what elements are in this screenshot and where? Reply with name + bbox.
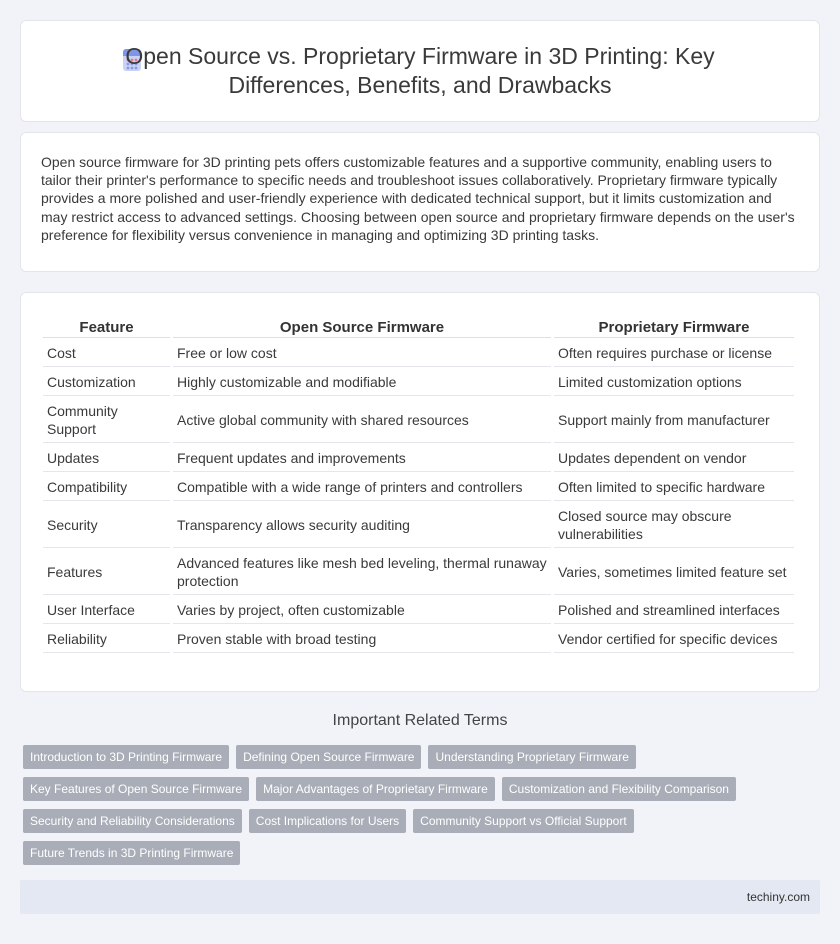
open-source-cell: Transparency allows security auditing: [173, 503, 551, 548]
table-row: [43, 597, 794, 624]
table-row: [43, 369, 794, 396]
proprietary-cell: Polished and streamlined interfaces: [554, 597, 794, 624]
feature-cell: Cost: [43, 340, 170, 367]
open-source-cell: Compatible with a wide range of printers and controllers: [173, 474, 551, 501]
open-source-cell: Varies by project, often customizable: [173, 597, 551, 624]
related-term-tag[interactable]: Defining Open Source Firmware: [236, 745, 421, 769]
feature-cell: Community Support: [43, 398, 170, 443]
table-header-row: [43, 315, 794, 338]
related-terms-list: [23, 745, 813, 865]
feature-cell: Compatibility: [43, 474, 170, 501]
footer-site-link[interactable]: techiny.com: [746, 890, 810, 904]
table-row: [43, 550, 794, 595]
open-source-cell: Proven stable with broad testing: [173, 626, 551, 653]
open-source-cell: Active global community with shared resources: [173, 398, 551, 443]
proprietary-cell: Closed source may obscure vulnerabilities: [554, 503, 794, 548]
open-source-cell: Free or low cost: [173, 340, 551, 367]
proprietary-cell: Often limited to specific hardware: [554, 474, 794, 501]
related-term-tag[interactable]: Future Trends in 3D Printing Firmware: [23, 841, 240, 865]
intro-text: Open source firmware for 3D printing pets offers customizable features and a supportive community, enabling users to tailor their printer's performance to specific needs and troubleshoot issues collaboratively. Proprietary firmware typically provides a more polished and user-friendly experience with dedicated technical support, but it limits customization and may restrict access to advanced settings. Choosing between open source and proprietary firmware depends on the user's preference for flexibility versus convenience in managing and optimizing 3D printing tasks.: [41, 154, 795, 243]
proprietary-cell: Limited customization options: [554, 369, 794, 396]
related-term-tag[interactable]: Security and Reliability Considerations: [23, 809, 242, 833]
related-terms-title: Important Related Terms: [332, 712, 508, 729]
related-term-tag[interactable]: Major Advantages of Proprietary Firmware: [256, 777, 495, 801]
footer: [20, 880, 820, 914]
table-row: [43, 398, 794, 443]
table-row: [43, 503, 794, 548]
feature-cell: Security: [43, 503, 170, 548]
open-source-cell: Highly customizable and modifiable: [173, 369, 551, 396]
related-term-tag[interactable]: Introduction to 3D Printing Firmware: [23, 745, 229, 769]
column-header-feature: Feature: [43, 315, 170, 338]
related-term-tag[interactable]: Customization and Flexibility Comparison: [502, 777, 736, 801]
proprietary-cell: Vendor certified for specific devices: [554, 626, 794, 653]
comparison-table: [40, 313, 797, 655]
intro-card: [20, 132, 820, 272]
proprietary-cell: Updates dependent on vendor: [554, 445, 794, 472]
feature-cell: Reliability: [43, 626, 170, 653]
related-term-tag[interactable]: Community Support vs Official Support: [413, 809, 634, 833]
open-source-cell: Advanced features like mesh bed leveling, thermal runaway protection: [173, 550, 551, 595]
table-row: [43, 626, 794, 653]
column-header-proprietary: Proprietary Firmware: [554, 315, 794, 338]
proprietary-cell: Support mainly from manufacturer: [554, 398, 794, 443]
feature-cell: Features: [43, 550, 170, 595]
table-row: [43, 340, 794, 367]
table-row: [43, 474, 794, 501]
comparison-table-card: [20, 292, 820, 692]
proprietary-cell: Often requires purchase or license: [554, 340, 794, 367]
feature-cell: Updates: [43, 445, 170, 472]
related-term-tag[interactable]: Key Features of Open Source Firmware: [23, 777, 249, 801]
column-header-open-source: Open Source Firmware: [173, 315, 551, 338]
feature-cell: User Interface: [43, 597, 170, 624]
open-source-cell: Frequent updates and improvements: [173, 445, 551, 472]
header-card: [20, 20, 820, 122]
page-title: Open Source vs. Proprietary Firmware in 3D Printing: Key Differences, Benefits, and Drawbacks: [125, 43, 715, 98]
feature-cell: Customization: [43, 369, 170, 396]
related-term-tag[interactable]: Understanding Proprietary Firmware: [428, 745, 635, 769]
proprietary-cell: Varies, sometimes limited feature set: [554, 550, 794, 595]
table-row: [43, 445, 794, 472]
related-term-tag[interactable]: Cost Implications for Users: [249, 809, 406, 833]
